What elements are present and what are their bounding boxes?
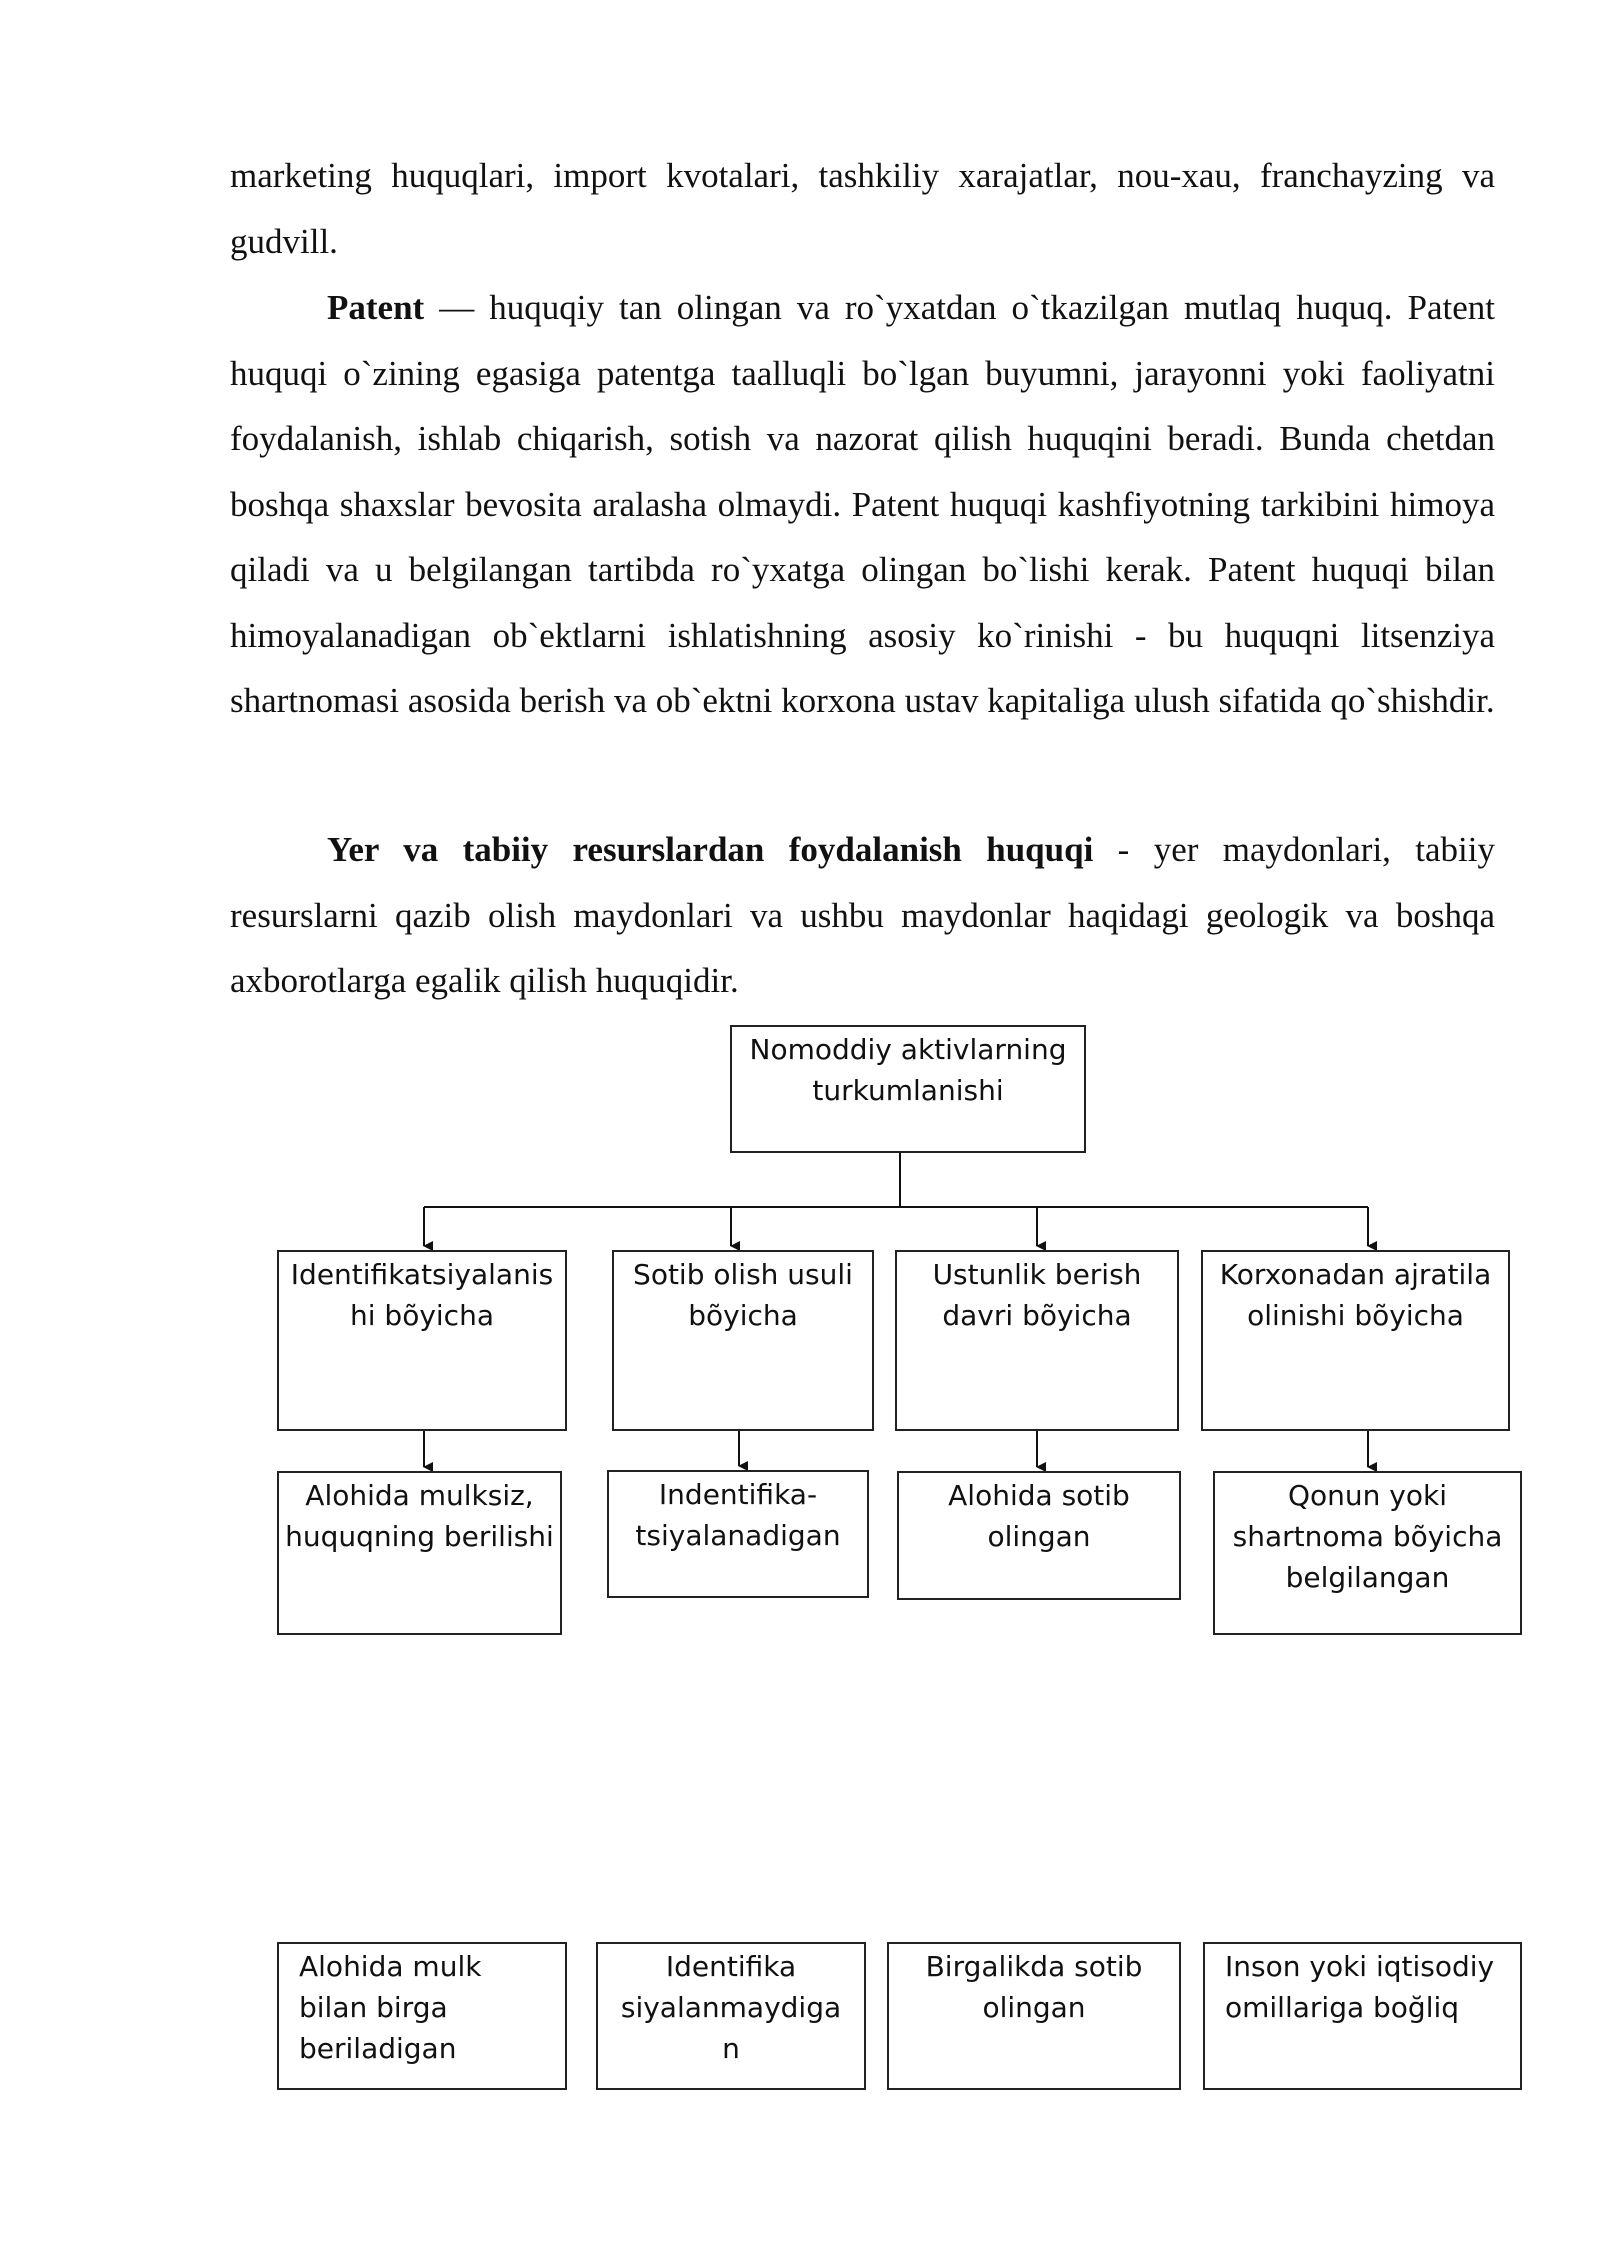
box-line: huquqning berilishi [285,1520,554,1553]
type-box [887,1942,1181,2090]
box-line: Alohida mulk [299,1950,482,1983]
box-line: turkumlanishi [812,1074,1004,1107]
box-line: omillariga boğliq [1225,1991,1460,2024]
box-line: hi bõyicha [350,1299,494,1332]
box-line: bõyicha [688,1299,798,1332]
box-line: n [722,2032,740,2065]
paragraph-text: — huquqiy tan olingan va ro`yxatdan o`tkazilgan mutlaq huquq. Patent huquqi o`zining egasiga patentga taalluqli bo`lgan buyumni, jarayonni yoki faoliyatni foydalanish, ishlab chiqarish, sotish va nazorat qilish huquqini beradi. Bunda chetdan boshqa shaxslar bevosita aralasha olmaydi. Patent huquqi kashfiyotning tarkibini himoya qiladi va u belgilangan tartibda ro`yxatga olingan bo`lishi kerak. Patent huquqi bilan himoyalanadigan ob`ektlarni ishlatishning asosiy ko`rinishi - bu huquqni litsenziya shartnomasi asosida berish va ob`ektni korxona ustav kapitaliga ulush sifatida qo`shishdir. [230,288,1495,720]
type-box [1213,1471,1522,1635]
term-patent: Patent [327,288,425,327]
box-line: siyalanmaydiga [620,1991,842,2024]
paragraph-text: marketing huquqlari, import kvotalari, tashkiliy xarajatlar, nou-xau, franchayzing va gudvill. [230,156,1495,261]
box-line: tsiyalanadigan [635,1519,841,1552]
type-box [1203,1942,1522,2090]
box-line: olinishi bõyicha [1247,1299,1464,1332]
box-line: Identifikatsiyalanis [290,1258,554,1291]
diagram-root-box [730,1025,1086,1153]
box-line: shartnoma bõyicha [1232,1520,1503,1553]
category-box-priority [895,1250,1179,1431]
box-line: olingan [982,1991,1086,2024]
box-line: Identifika [665,1950,797,1983]
box-line: Indentifika- [658,1478,818,1511]
box-line: Alohida mulksiz, [305,1479,534,1512]
type-box [596,1942,866,2090]
box-line: Korxonadan ajratila [1219,1258,1492,1291]
box-line: Sotib olish usuli [633,1258,853,1291]
category-box-separation [1201,1250,1510,1431]
box-line: olingan [987,1520,1091,1553]
box-line: Qonun yoki [1287,1479,1447,1512]
category-box-identification [277,1250,567,1431]
box-line: Nomoddiy aktivlarning [749,1033,1067,1066]
box-line: davri bõyicha [942,1299,1132,1332]
box-line: Ustunlik berish [932,1258,1142,1291]
box-line: Birgalikda sotib [925,1950,1143,1983]
box-line: belgilangan [1285,1561,1450,1594]
category-box-acquisition [612,1250,874,1431]
term-land-rights: Yer va tabiiy resurslardan foydalanish huquqi [327,830,1094,869]
type-box [897,1471,1181,1600]
type-box [607,1470,869,1598]
box-line: beriladigan [299,2032,457,2065]
type-box [277,1471,562,1635]
box-line: Alohida sotib [948,1479,1130,1512]
type-box [277,1942,567,2090]
box-line: Inson yoki iqtisodiy [1225,1950,1495,1983]
paragraph-text: - yer maydonlari, tabiiy resurslarni qazib olish maydonlari va ushbu maydonlar haqidagi geologik va boshqa axborotlarga egalik qilish huquqidir. [230,830,1495,1000]
box-line: bilan birga [299,1991,448,2024]
